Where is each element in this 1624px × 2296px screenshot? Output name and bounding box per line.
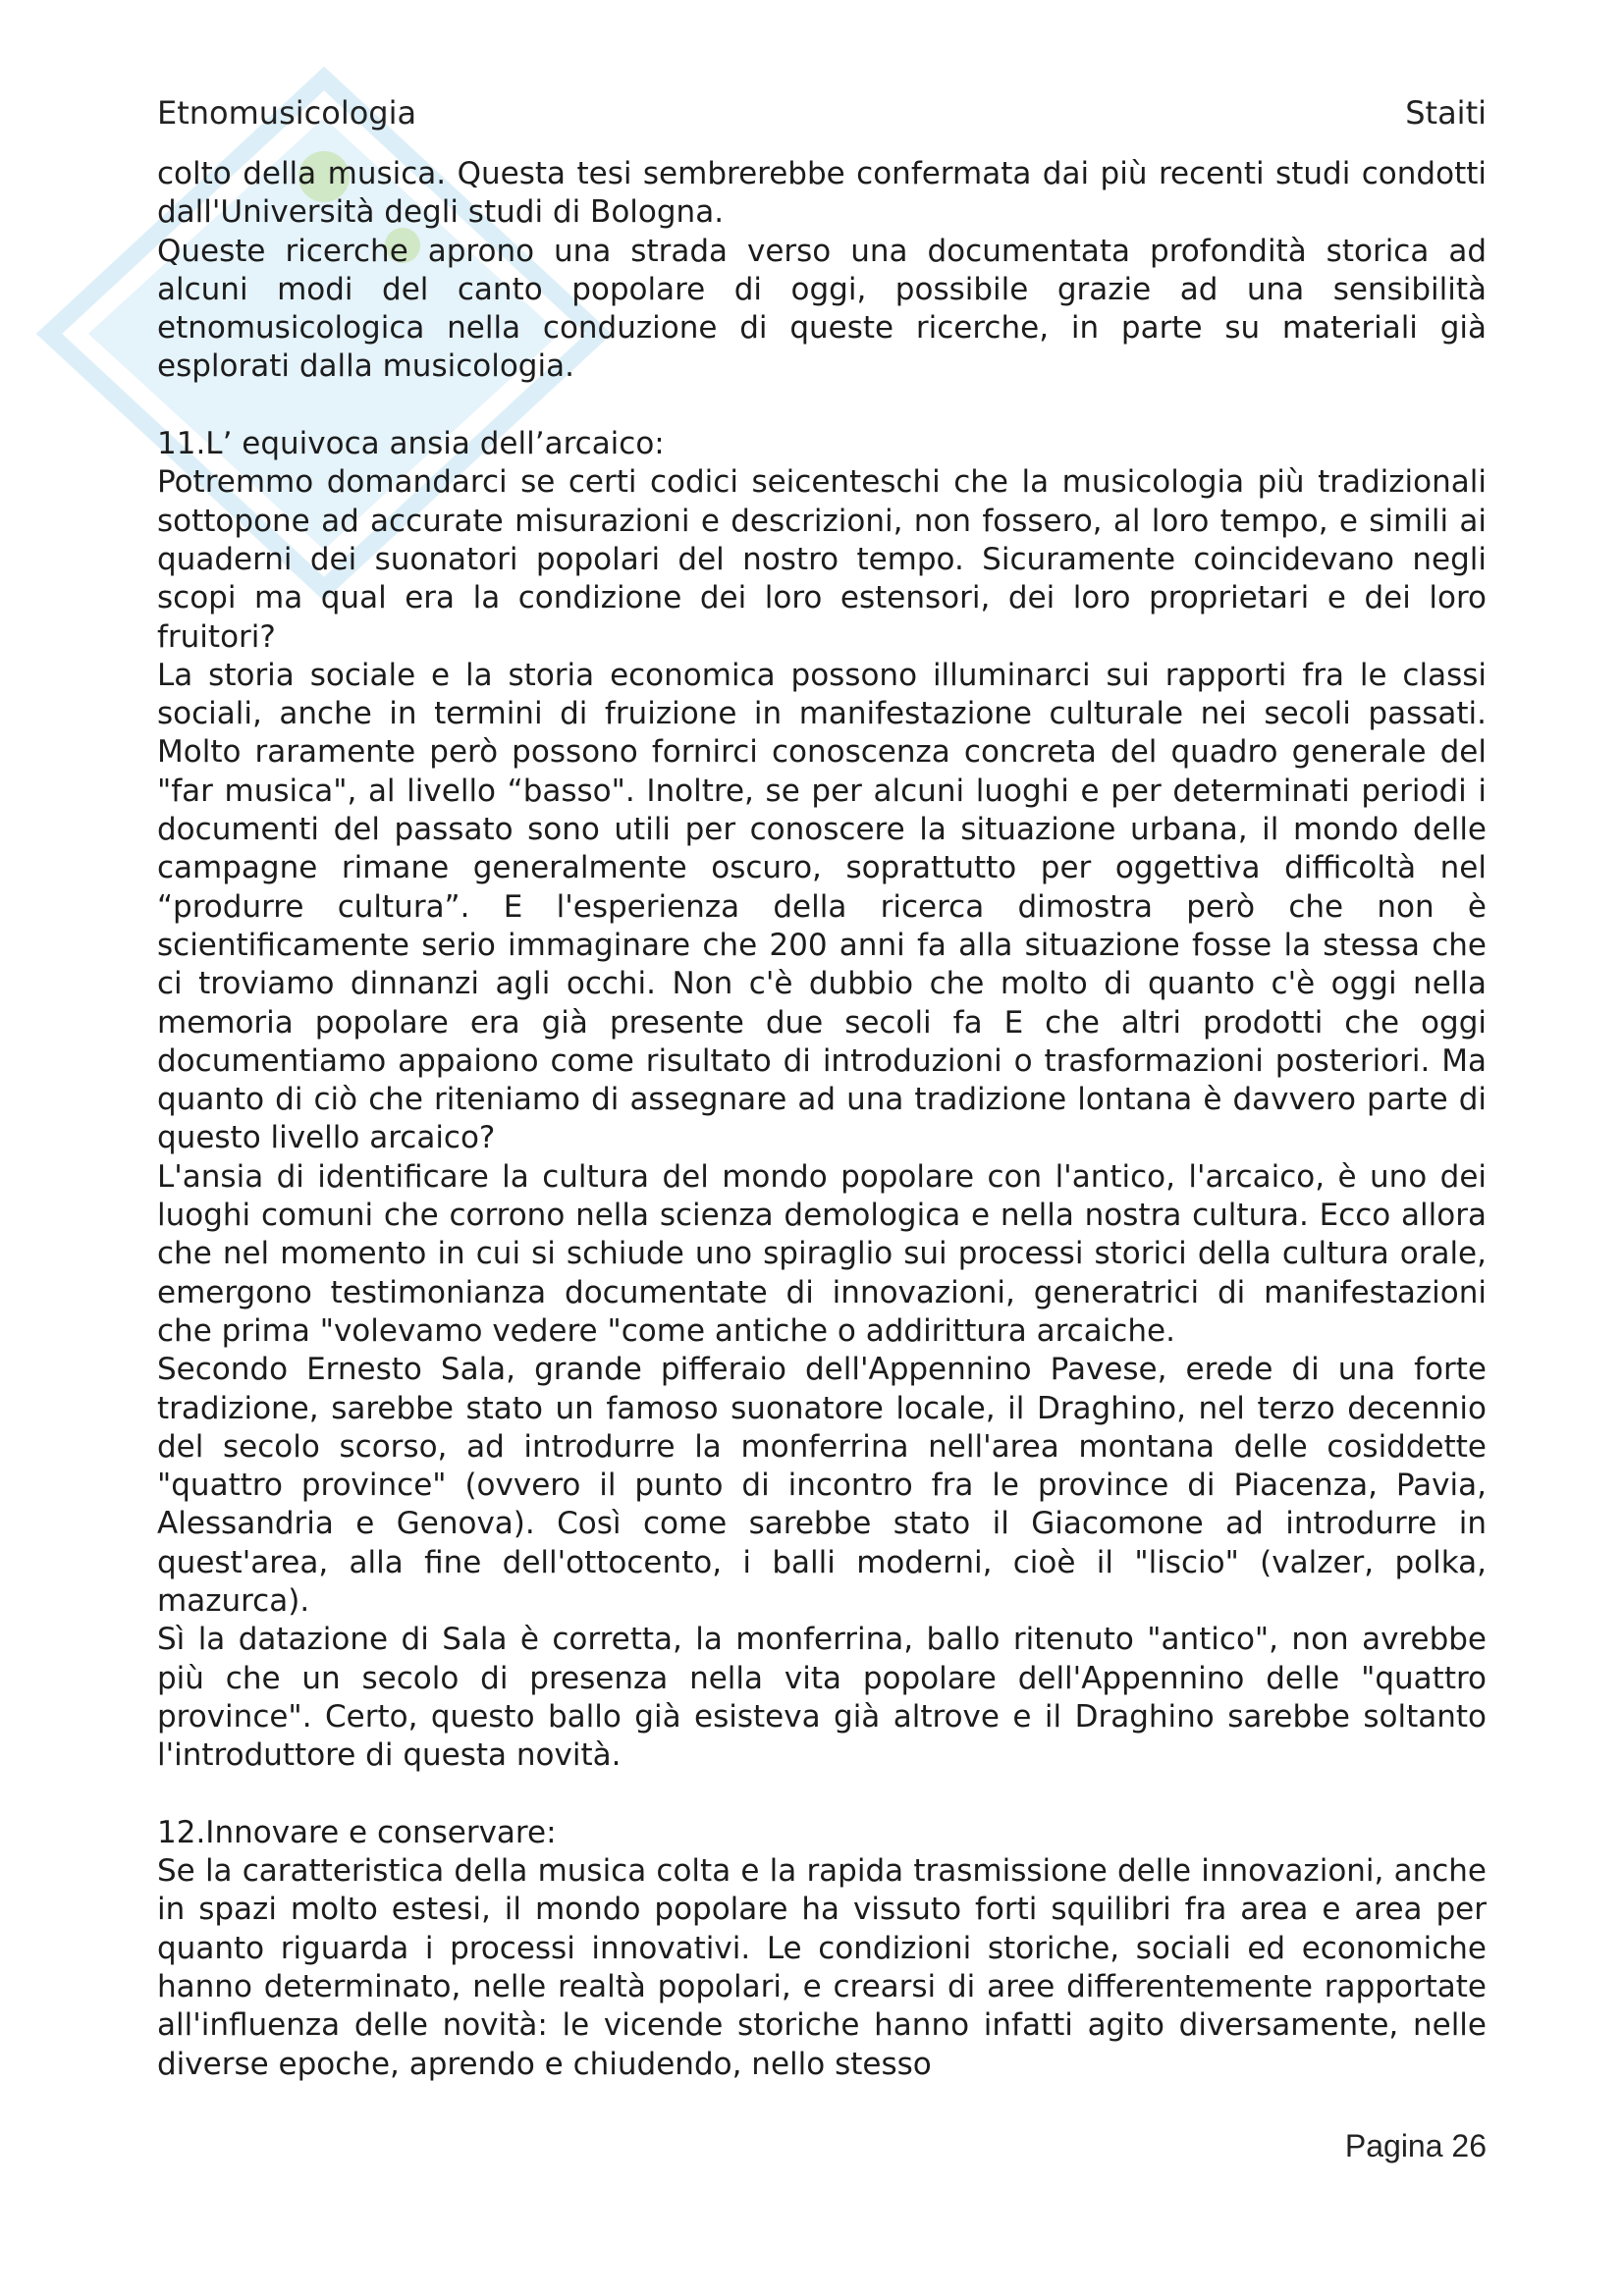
header-course-title: Etnomusicologia bbox=[157, 94, 417, 132]
paragraph: Se la caratteristica della musica colta e la rapida trasmissione delle innovazioni, anche in spazi molto estesi, il mondo popolare ha vissuto forti squilibri fra area e area per quanto riguarda i processi innovativi. Le condizioni storiche, sociali ed economiche hanno determinato, nelle realtà popolari, e crearsi di aree differentemente rapportate all'influenza delle novità: le vicende storiche hanno infatti agito diversamente, nelle diverse epoche, aprendo e chiudendo, nello stesso bbox=[157, 1853, 1487, 2082]
paragraph: Sì la datazione di Sala è corretta, la monferrina, ballo ritenuto "antico", non avrebbe più che un secolo di presenza nella vita popolare dell'Appennino delle "quattro province". Certo, questo ballo già esisteva già altrove e il Draghino sarebbe soltanto l'introduttore di questa novità. bbox=[157, 1622, 1487, 1774]
header-author: Staiti bbox=[1405, 94, 1487, 132]
section-heading-12: 12.Innovare e conservare: bbox=[157, 1814, 557, 1850]
page-header bbox=[157, 94, 1487, 141]
section-heading-11: 11.L’ equivoca ansia dell’arcaico: bbox=[157, 426, 665, 462]
paragraph: colto della musica. Questa tesi sembrerebbe confermata dai più recenti studi condotti dall'Università degli studi di Bologna. bbox=[157, 156, 1487, 231]
page-body bbox=[157, 155, 1487, 2084]
paragraph: La storia sociale e la storia economica possono illuminarci sui rapporti fra le classi sociali, anche in termini di fruizione in manifestazione culturale nei secoli passati. Molto raramente però possono fornirci conoscenza concreta del quadro generale del "far musica", al livello “basso". Inoltre, se per alcuni luoghi e per determinati periodi i documenti del passato sono utili per conoscere la situazione urbana, il mondo delle campagne rimane generalmente oscuro, soprattutto per oggettiva difficoltà nel “produrre cultura”. E l'esperienza della ricerca dimostra però che non è scientificamente serio immaginare che 200 anni fa alla situazione fosse la stessa che ci troviamo dinnanzi agli occhi. Non c'è dubbio che molto di quanto c'è oggi nella memoria popolare era già presente due secoli fa E che altri prodotti che oggi documentiamo appaiono come risultato di introduzioni o trasformazioni posteriori. Ma quanto di ciò che riteniamo di assegnare ad una tradizione lontana è davvero parte di questo livello arcaico? bbox=[157, 657, 1487, 1156]
paragraph: Secondo Ernesto Sala, grande pifferaio dell'Appennino Pavese, erede di una forte tradizione, sarebbe stato un famoso suonatore locale, il Draghino, nel terzo decennio del secolo scorso, ad introdurre la monferrina nell'area montana delle cosiddette "quattro province" (ovvero il punto di incontro fra le province di Piacenza, Pavia, Alessandria e Genova). Così come sarebbe stato il Giacomone ad introdurre in quest'area, alla fine dell'ottocento, i balli moderni, cioè il "liscio" (valzer, polka, mazurca). bbox=[157, 1352, 1487, 1619]
paragraph: L'ansia di identificare la cultura del mondo popolare con l'antico, l'arcaico, è uno dei luoghi comuni che corrono nella scienza demologica e nella nostra cultura. Ecco allora che nel momento in cui si schiude uno spiraglio sui processi storici della cultura orale, emergono testimonianza documentate di innovazioni, generatrici di manifestazioni che prima "volevamo vedere "come antiche o addirittura arcaiche. bbox=[157, 1158, 1487, 1349]
paragraph: Queste ricerche aprono una strada verso una documentata profondità storica ad alcuni modi del canto popolare di oggi, possibile grazie ad una sensibilità etnomusicologica nella conduzione di queste ricerche, in parte su materiali già esplorati dalla musicologia. bbox=[157, 233, 1487, 385]
paragraph-spacer bbox=[157, 1775, 1487, 1813]
paragraph-spacer bbox=[157, 387, 1487, 425]
page-number: Pagina 26 bbox=[1344, 2128, 1487, 2163]
paragraph: Potremmo domandarci se certi codici seicenteschi che la musicologia più tradizionali sottopone ad accurate misurazioni e descrizioni, non fossero, al loro tempo, e simili ai quaderni dei suonatori popolari del nostro tempo. Sicuramente coincidevano negli scopi ma qual era la condizione dei loro estensori, dei loro proprietari e dei loro fruitori? bbox=[157, 464, 1487, 655]
